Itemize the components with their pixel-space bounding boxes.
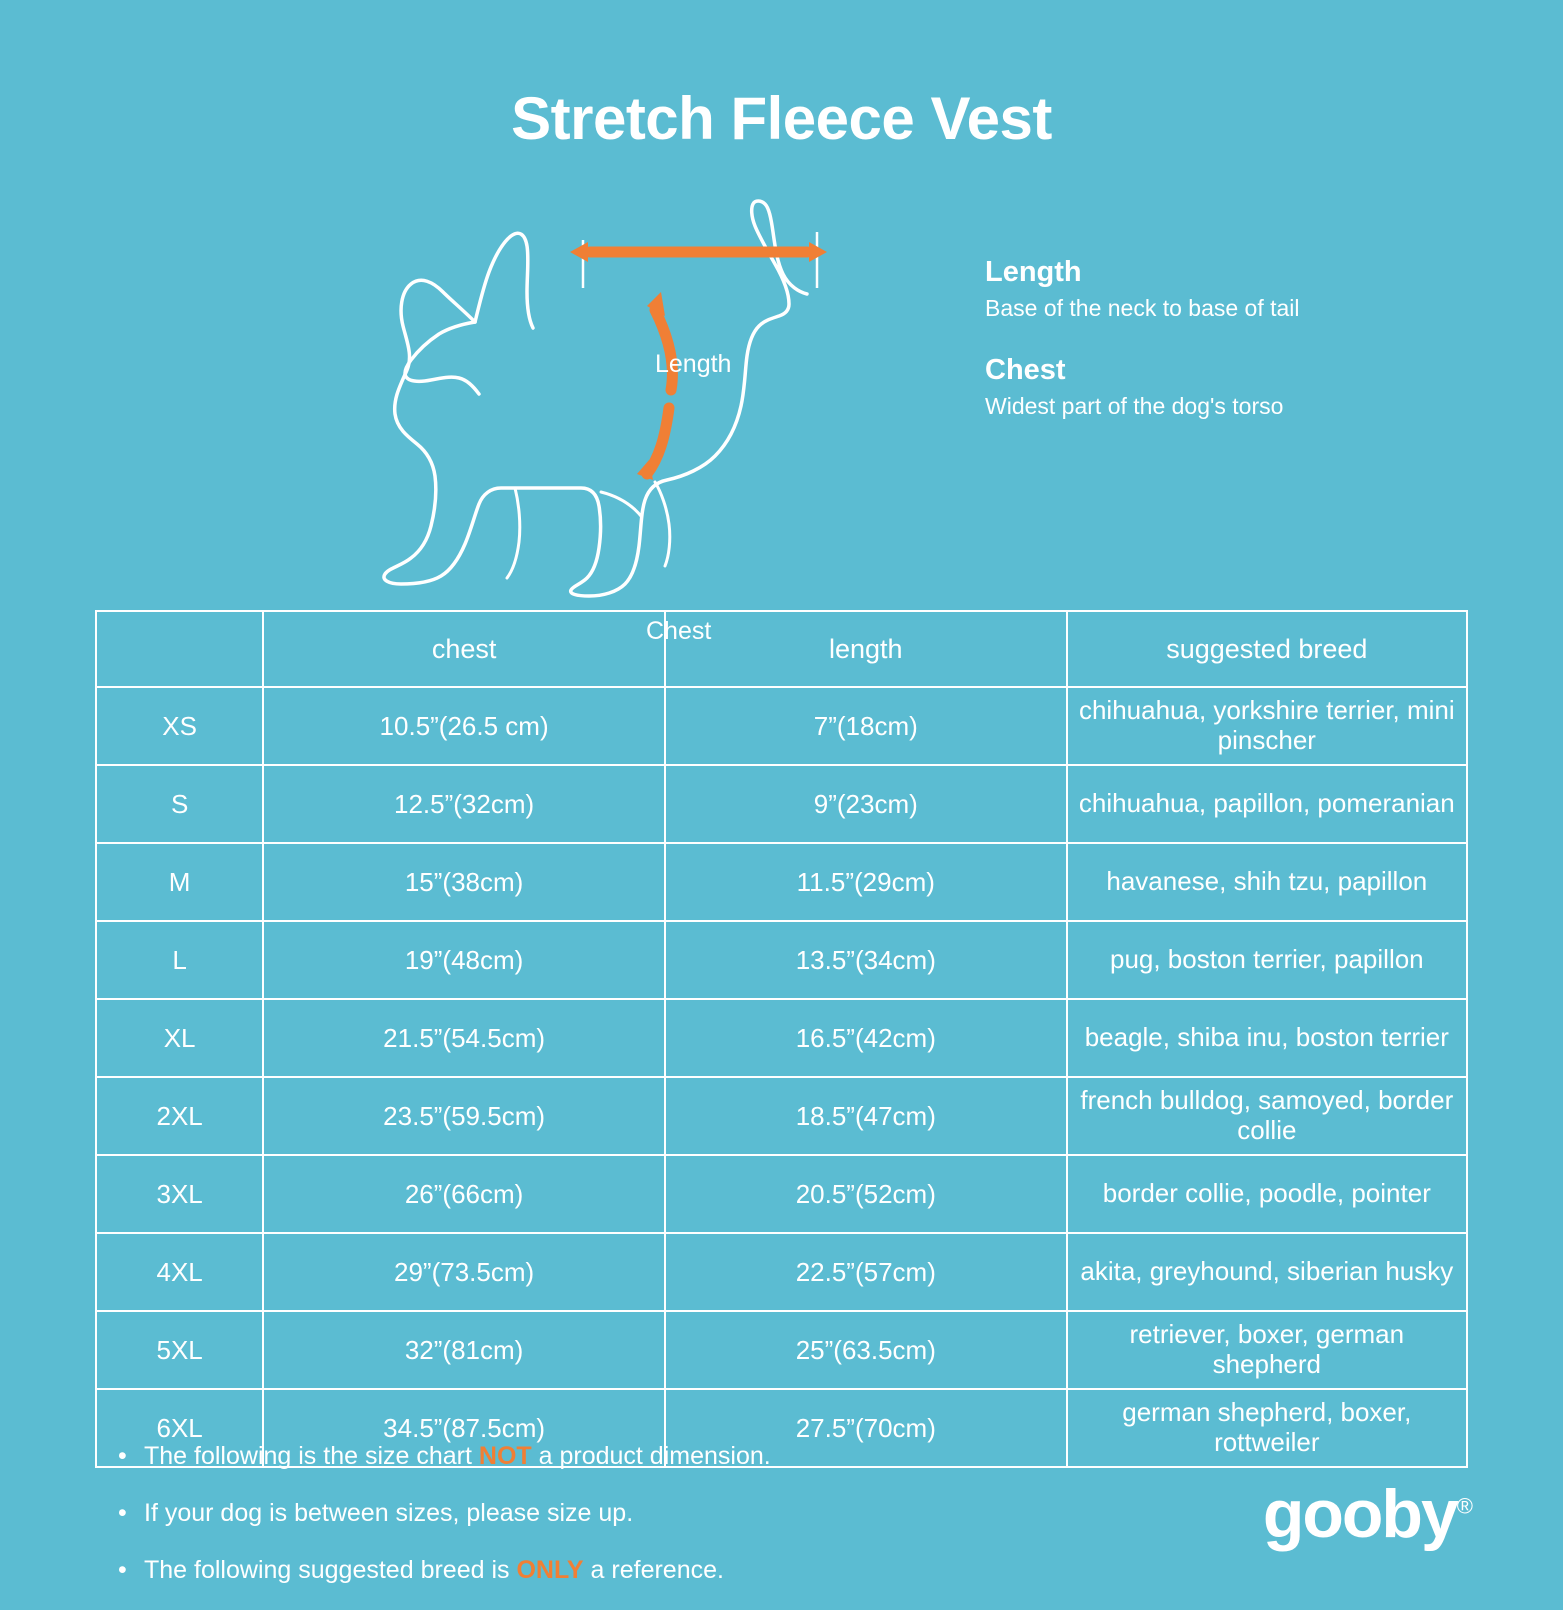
table-row <box>96 1155 1467 1233</box>
note-text: a product dimension. <box>531 1442 771 1471</box>
cell-chest: 15”(38cm) <box>263 843 665 921</box>
cell-size: 2XL <box>96 1077 263 1155</box>
cell-breed: french bulldog, samoyed, border collie <box>1067 1077 1467 1155</box>
cell-length: 16.5”(42cm) <box>665 999 1067 1077</box>
cell-size: S <box>96 765 263 843</box>
cell-breed: beagle, shiba inu, boston terrier <box>1067 999 1467 1077</box>
column-header-size <box>96 611 263 687</box>
cell-length: 20.5”(52cm) <box>665 1155 1067 1233</box>
table-row <box>96 1077 1467 1155</box>
table-row <box>96 999 1467 1077</box>
cell-size: 3XL <box>96 1155 263 1233</box>
legend-chest <box>985 353 1415 421</box>
table-header-row <box>96 611 1467 687</box>
cell-chest: 34.5”(87.5cm) <box>263 1389 665 1467</box>
table-row <box>96 843 1467 921</box>
cell-length: 27.5”(70cm) <box>665 1389 1067 1467</box>
note-item <box>118 1554 1018 1588</box>
size-chart-page <box>0 40 1563 1603</box>
cell-size: 5XL <box>96 1311 263 1389</box>
cell-length: 9”(23cm) <box>665 765 1067 843</box>
cell-length: 18.5”(47cm) <box>665 1077 1067 1155</box>
cell-chest: 12.5”(32cm) <box>263 765 665 843</box>
legend-length-description: Base of the neck to base of tail <box>985 294 1300 321</box>
cell-size: 6XL <box>96 1389 263 1467</box>
cell-chest: 23.5”(59.5cm) <box>263 1077 665 1155</box>
note-emphasis: NOT <box>478 1442 532 1471</box>
cell-breed: retriever, boxer, german shepherd <box>1067 1311 1467 1389</box>
cell-size: XS <box>96 687 263 765</box>
legend-chest-title: Chest <box>985 354 1066 387</box>
logo-text: gooby <box>1262 1476 1457 1553</box>
cell-breed: border collie, poodle, pointer <box>1067 1155 1467 1233</box>
cell-chest: 19”(48cm) <box>263 921 665 999</box>
cell-breed: chihuahua, papillon, pomeranian <box>1067 765 1467 843</box>
note-text: a reference. <box>583 1555 724 1584</box>
gooby-logo <box>1262 1476 1473 1553</box>
bullet-icon: • <box>118 1442 127 1471</box>
note-emphasis: ONLY <box>516 1555 584 1584</box>
note-text: The following is the size chart <box>144 1442 479 1471</box>
column-header-length: length <box>665 611 1067 687</box>
registered-mark: ® <box>1456 1493 1473 1519</box>
table-body <box>96 687 1467 1467</box>
bullet-icon: • <box>118 1555 127 1584</box>
cell-chest: 32”(81cm) <box>263 1311 665 1389</box>
cell-chest: 26”(66cm) <box>263 1155 665 1233</box>
legend-chest-description: Widest part of the dog's torso <box>985 393 1284 420</box>
measurement-legend <box>985 255 1415 421</box>
cell-length: 7”(18cm) <box>665 687 1067 765</box>
table-row <box>96 921 1467 999</box>
cell-chest: 29”(73.5cm) <box>263 1233 665 1311</box>
page-title: Stretch Fleece Vest <box>511 85 1052 153</box>
cell-size: 4XL <box>96 1233 263 1311</box>
note-item <box>118 1497 1018 1531</box>
diagram-length-label: Length <box>655 350 732 379</box>
cell-size: XL <box>96 999 263 1077</box>
cell-chest: 10.5”(26.5 cm) <box>263 687 665 765</box>
cell-size: L <box>96 921 263 999</box>
dog-outline-icon <box>355 192 975 622</box>
cell-length: 11.5”(29cm) <box>665 843 1067 921</box>
cell-size: M <box>96 843 263 921</box>
cell-length: 13.5”(34cm) <box>665 921 1067 999</box>
cell-breed: pug, boston terrier, papillon <box>1067 921 1467 999</box>
size-chart-table <box>95 610 1468 1471</box>
cell-breed: akita, greyhound, siberian husky <box>1067 1233 1467 1311</box>
table-row <box>96 1311 1467 1389</box>
cell-length: 25”(63.5cm) <box>665 1311 1067 1389</box>
table-row <box>96 687 1467 765</box>
cell-chest: 21.5”(54.5cm) <box>263 999 665 1077</box>
cell-breed: havanese, shih tzu, papillon <box>1067 843 1467 921</box>
note-text: The following suggested breed is <box>144 1555 517 1584</box>
bullet-icon: • <box>118 1498 127 1527</box>
column-header-breed: suggested breed <box>1067 611 1467 687</box>
table-row <box>96 1233 1467 1311</box>
column-header-chest: chest <box>263 611 665 687</box>
legend-length-title: Length <box>985 256 1082 289</box>
notes-list <box>118 1440 1018 1610</box>
note-item <box>118 1440 1018 1474</box>
note-text: If your dog is between sizes, please size up. <box>144 1498 634 1527</box>
cell-length: 22.5”(57cm) <box>665 1233 1067 1311</box>
diagram-chest-label: Chest <box>646 617 712 646</box>
size-chart-table-wrap <box>95 610 1468 1471</box>
table-row <box>96 765 1467 843</box>
cell-breed: german shepherd, boxer, rottweiler <box>1067 1389 1467 1467</box>
cell-breed: chihuahua, yorkshire terrier, mini pinscher <box>1067 687 1467 765</box>
legend-length <box>985 255 1415 323</box>
